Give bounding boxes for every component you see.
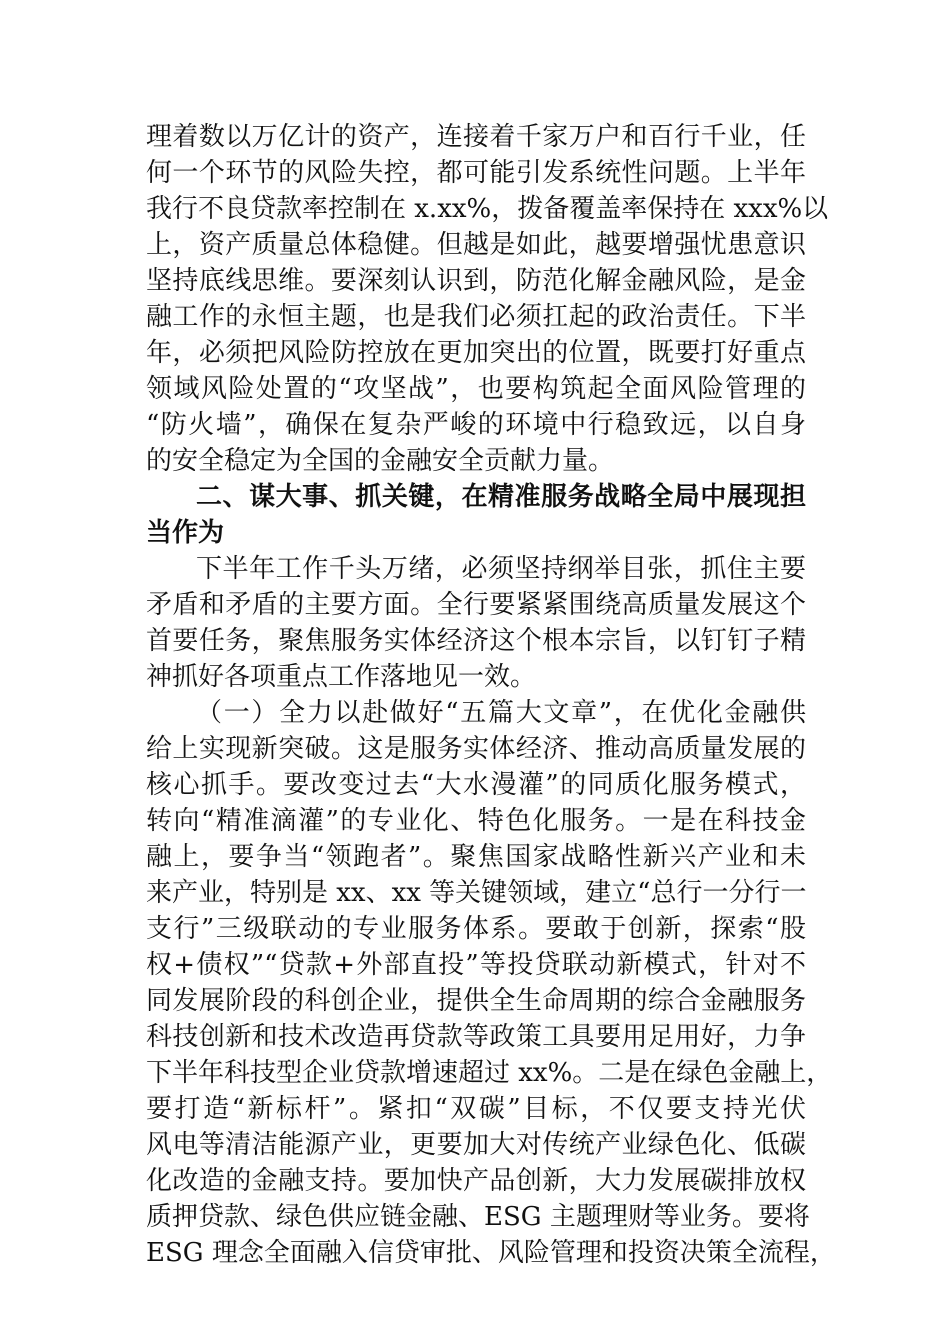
body-text-line: 风电等清洁能源产业，更要加大对传统产业绿色化、低碳: [146, 1130, 806, 1160]
body-text-line: 要打造“新标杆”。紧扣“双碳”目标，不仅要支持光伏: [146, 1094, 806, 1124]
body-text-line: 理着数以万亿计的资产，连接着千家万户和百行千业，任: [146, 122, 806, 152]
body-text-line: 核心抓手。要改变过去“大水漫灌”的同质化服务模式，: [146, 770, 806, 800]
body-text-line: 矛盾和矛盾的主要方面。全行要紧紧围绕高质量发展这个: [146, 590, 806, 620]
body-text-line: 融工作的永恒主题，也是我们必须扛起的政治责任。下半: [146, 302, 806, 332]
body-text-line: “防火墙”，确保在复杂严峻的环境中行稳致远，以自身: [146, 410, 806, 440]
section-heading: 当作为: [146, 518, 225, 548]
body-text-line: 何一个环节的风险失控，都可能引发系统性问题。上半年: [146, 158, 806, 188]
body-text-line: 的安全稳定为全国的金融安全贡献力量。: [146, 446, 615, 476]
body-text-line: 上，资产质量总体稳健。但越是如此，越要增强忧患意识: [146, 230, 806, 260]
body-text-line: 支行”三级联动的专业服务体系。要敢于创新，探索“股: [146, 914, 806, 944]
body-text-line: 首要任务，聚焦服务实体经济这个根本宗旨，以钉钉子精: [146, 626, 806, 656]
body-text-line: 下半年工作千头万绪，必须坚持纲举目张，抓住主要: [196, 554, 806, 584]
body-text-line: 领域风险处置的“攻坚战”，也要构筑起全面风险管理的: [146, 374, 806, 404]
body-text-line: （一）全力以赴做好“五篇大文章”，在优化金融供: [196, 698, 806, 728]
body-text-line: 融上，要争当“领跑者”。聚焦国家战略性新兴产业和未: [146, 842, 806, 872]
body-text-line: 下半年科技型企业贷款增速超过 xx%。二是在绿色金融上，: [146, 1058, 833, 1088]
body-text-line: 神抓好各项重点工作落地见一效。: [146, 662, 537, 692]
body-text-line: 来产业，特别是 xx、xx 等关键领域，建立“总行一分行一: [146, 878, 807, 908]
body-text-line: 同发展阶段的科创企业，提供全生命周期的综合金融服务: [146, 986, 806, 1016]
body-text-line: 坚持底线思维。要深刻认识到，防范化解金融风险，是金: [146, 266, 806, 296]
body-text-line: 我行不良贷款率控制在 x.xx%，拨备覆盖率保持在 xxx%以: [146, 194, 829, 224]
body-text-line: 给上实现新突破。这是服务实体经济、推动高质量发展的: [146, 734, 806, 764]
body-text-line: 化改造的金融支持。要加快产品创新，大力发展碳排放权: [146, 1166, 806, 1196]
body-text-line: 转向“精准滴灌”的专业化、特色化服务。一是在科技金: [146, 806, 806, 836]
body-text-line: ESG 理念全面融入信贷审批、风险管理和投资决策全流程，: [146, 1238, 836, 1268]
body-text-line: 年，必须把风险防控放在更加突出的位置，既要打好重点: [146, 338, 806, 368]
body-text-line: 权+债权”“贷款+外部直投”等投贷联动新模式，针对不: [146, 950, 806, 980]
body-text-line: 科技创新和技术改造再贷款等政策工具要用足用好，力争: [146, 1022, 806, 1052]
body-text-line: 质押贷款、绿色供应链金融、ESG 主题理财等业务。要将: [146, 1202, 810, 1232]
section-heading: 二、谋大事、抓关键，在精准服务战略全局中展现担: [196, 482, 806, 512]
